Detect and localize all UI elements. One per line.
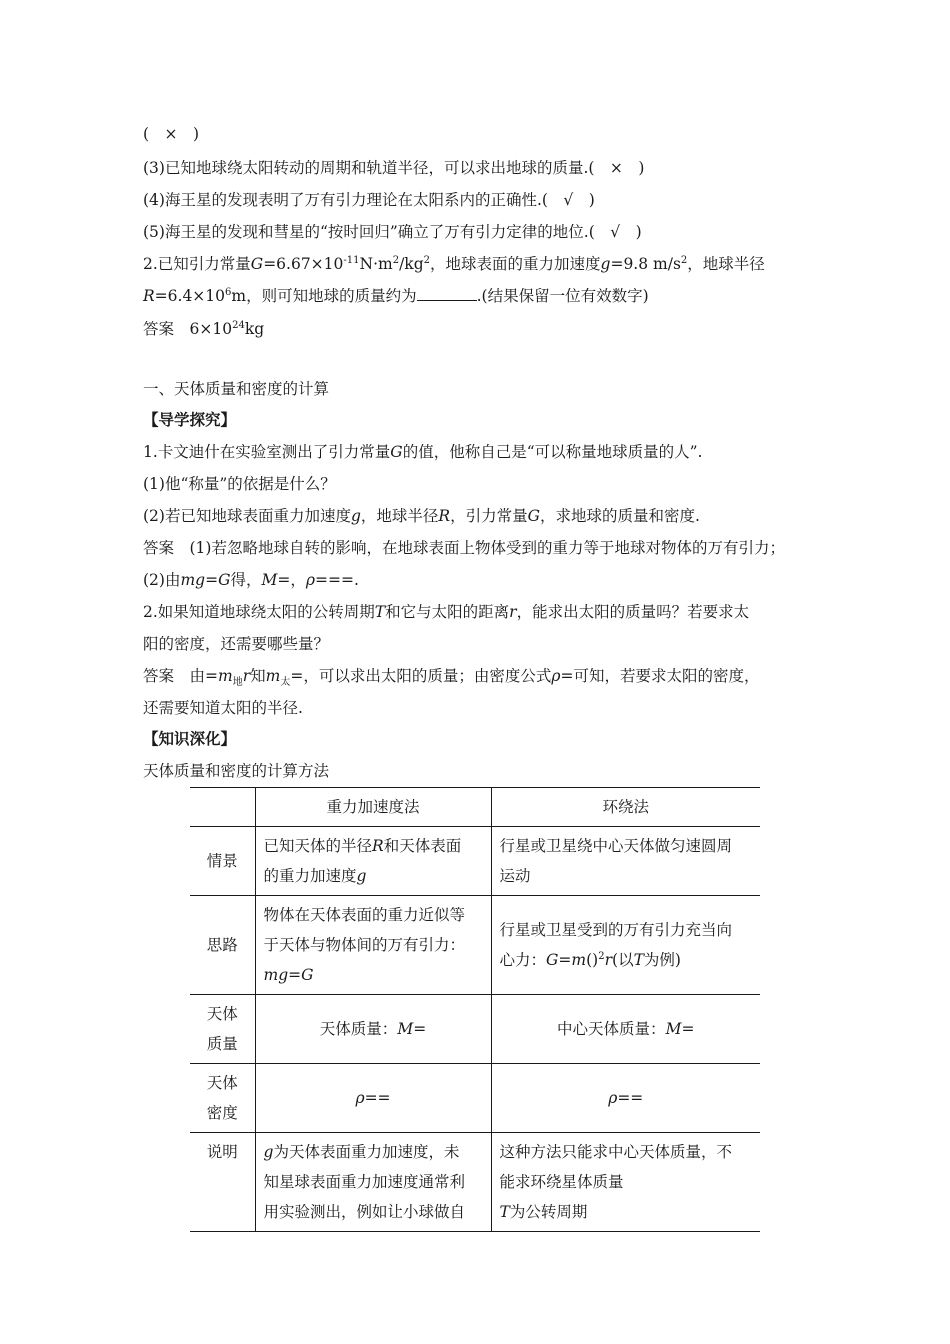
text: 为公转周期 (509, 1203, 588, 1221)
heading-guided-inquiry (143, 409, 236, 431)
var-rho: ρ (305, 571, 315, 589)
text: = (681, 1020, 695, 1038)
text: ，求地球的质量和密度. (540, 507, 700, 525)
text: 2.如果知道地球绕太阳的公转周期 (143, 603, 375, 621)
text: = (288, 966, 302, 984)
header-empty-cell (190, 788, 255, 827)
question-2-line-1 (143, 253, 765, 275)
text: (2)由 (143, 571, 181, 589)
text: 物体在天体表面的重力近似等 (263, 906, 466, 924)
table-header-row (190, 788, 760, 827)
var-G: G (390, 443, 403, 461)
text: 于天体与物体间的万有引力： (263, 936, 466, 954)
judgement-item-4 (143, 189, 595, 211)
subscript: 太 (280, 677, 291, 689)
table-cell (255, 995, 491, 1064)
question-2-line-2 (143, 285, 649, 307)
header-gravity-method: 重力加速度法 (255, 788, 491, 827)
inquiry-answer-2 (143, 665, 759, 687)
text: =6.4×10 (154, 287, 226, 305)
row-label (190, 1064, 255, 1133)
var-R: R (438, 507, 451, 525)
text: kg (244, 320, 265, 338)
text: 为例) (643, 951, 681, 969)
heading-knowledge-deepening (143, 728, 236, 750)
inquiry-q1 (143, 441, 702, 463)
table-cell (255, 1133, 491, 1232)
text: =，可以求出太阳的质量；由密度公式 (290, 667, 552, 685)
row-label (190, 995, 255, 1064)
text: =， (277, 571, 306, 589)
text: (1)他“称量”的依据是什么？ (143, 475, 336, 493)
table-cell (491, 1133, 760, 1232)
text: 行星或卫星绕中心天体做匀速圆周 (499, 837, 733, 855)
text: ，地球半径 (360, 507, 439, 525)
judgement-text-5: (5)海王星的发现和彗星的“按时回归”确立了万有引力定律的地位.( √ ) (143, 223, 642, 241)
text: 和天体表面 (383, 837, 462, 855)
text: (2)若已知地球表面重力加速度 (143, 507, 351, 525)
var-T: T (499, 1203, 510, 1221)
exponent: 6 (225, 286, 232, 298)
text: 心力： (499, 951, 547, 969)
method-table (190, 787, 760, 1232)
text: =6.67×10 (263, 255, 344, 273)
table-row-scenario (190, 827, 760, 896)
var-mg: mg (263, 966, 289, 984)
row-label: 情景 (190, 827, 255, 896)
var-M: M (261, 571, 278, 589)
var-R: R (372, 837, 384, 855)
table-cell (255, 827, 491, 896)
text: 用实验测出，例如让小球做自 (263, 1203, 466, 1221)
var-M: M (665, 1020, 682, 1038)
var-rho: ρ (608, 1089, 618, 1107)
table-cell (491, 1064, 760, 1133)
inquiry-answer-2-cont (143, 697, 303, 719)
var-g: g (356, 867, 367, 885)
answer-2 (143, 318, 264, 340)
var-g: g (600, 255, 611, 273)
var-r: r (509, 603, 517, 621)
text: 已知天体的半径 (263, 837, 373, 855)
text: =9.8 m/s (610, 255, 681, 273)
judgement-text-3: (3)已知地球绕太阳转动的周期和轨道半径，可以求出地球的质量.( × ) (143, 159, 645, 177)
text: 天体质量： (319, 1020, 398, 1038)
text: m，则可知地球的质量约为 (231, 287, 417, 305)
text: 答案 (1)若忽略地球自转的影响，在地球表面上物体受到的重力等于地球对物体的万有引力； (143, 539, 785, 557)
text: N·m (359, 255, 393, 273)
row-label: 思路 (190, 896, 255, 995)
table-cell (255, 896, 491, 995)
text: 得， (230, 571, 262, 589)
text: 答案 由= (143, 667, 218, 685)
var-r: r (242, 667, 251, 685)
answer-mark-line (143, 123, 199, 145)
text: 行星或卫星受到的万有引力充当向 (499, 921, 733, 939)
exponent: -11 (343, 254, 360, 266)
var-G: G (527, 507, 540, 525)
var-G: G (301, 966, 314, 984)
var-R: R (143, 287, 155, 305)
text: (以 (612, 951, 634, 969)
var-m: m (265, 667, 281, 685)
inquiry-q2-line-1 (143, 601, 749, 623)
subscript: 地 (232, 677, 243, 689)
text: = (558, 951, 572, 969)
text: ，地球半径 (687, 255, 765, 273)
text: 质量 (206, 1035, 238, 1053)
text: ，地球表面的重力加速度 (430, 255, 601, 273)
text: 为天体表面重力加速度，未 (273, 1143, 460, 1161)
exponent: 24 (232, 319, 245, 331)
text: ，能求出太阳的质量吗？若要求太 (516, 603, 750, 621)
text: 2.已知引力常量 (143, 255, 251, 273)
var-T: T (374, 603, 386, 621)
table-row-approach (190, 896, 760, 995)
text: 答案 6×10 (143, 320, 233, 338)
var-g: g (263, 1143, 274, 1161)
text: 知星球表面重力加速度通常利 (263, 1173, 466, 1191)
answer-mark: ( × ) (143, 125, 200, 143)
text: .(结果保留一位有效数字) (476, 287, 649, 305)
text: 的值，他称自己是“可以称量地球质量的人”. (402, 443, 703, 461)
text: 运动 (499, 867, 531, 885)
text: = (205, 571, 219, 589)
text: 还需要知道太阳的半径. (143, 699, 303, 717)
text: 能求环绕星体质量 (499, 1173, 624, 1191)
text: =可知，若要求太阳的密度， (560, 667, 760, 685)
judgement-text-4: (4)海王星的发现表明了万有引力理论在太阳系内的正确性.( √ ) (143, 191, 595, 209)
heading-text: 【知识深化】 (143, 729, 237, 748)
table-row-density (190, 1064, 760, 1133)
inquiry-q1-1 (143, 473, 336, 495)
var-M: M (397, 1020, 414, 1038)
var-G: G (250, 255, 264, 273)
inquiry-q1-2 (143, 505, 700, 527)
judgement-item-5 (143, 221, 642, 243)
text: 知 (250, 667, 266, 685)
text: 这种方法只能求中心天体质量，不 (499, 1143, 733, 1161)
var-g: g (350, 507, 361, 525)
text: 密度 (206, 1104, 238, 1122)
header-orbit-method: 环绕法 (491, 788, 760, 827)
section-heading: 一、天体质量和密度的计算 (143, 380, 330, 398)
table-row-mass (190, 995, 760, 1064)
text: 阳的密度，还需要哪些量？ (143, 635, 330, 653)
text: 和它与太阳的距离 (385, 603, 510, 621)
table-cell (491, 827, 760, 896)
text: 中心天体质量： (557, 1020, 666, 1038)
text: == (617, 1089, 644, 1107)
text: ===. (315, 571, 359, 589)
heading-text: 【导学探究】 (143, 410, 237, 429)
var-T: T (633, 951, 644, 969)
judgement-item-3 (143, 157, 644, 179)
inquiry-answer-1-2 (143, 569, 359, 591)
table-row-notes (190, 1133, 760, 1232)
exponent: 2 (680, 254, 688, 266)
table-cell (255, 1064, 491, 1133)
var-mg: mg (180, 571, 206, 589)
exponent: 2 (392, 254, 400, 266)
table-cell (491, 896, 760, 995)
answer-blank (417, 286, 477, 301)
text: ，引力常量 (450, 507, 528, 525)
var-m: m (218, 667, 233, 685)
exponent: 2 (598, 950, 605, 962)
var-G: G (218, 571, 231, 589)
caption-text: 天体质量和密度的计算方法 (143, 762, 330, 780)
text: 天体 (206, 1005, 238, 1023)
text: 天体 (206, 1074, 238, 1092)
inquiry-q2-line-2 (143, 633, 329, 655)
var-r: r (604, 951, 613, 969)
text: == (364, 1089, 391, 1107)
exponent: 2 (423, 254, 430, 266)
text: 的重力加速度 (263, 867, 357, 885)
section-title (143, 378, 329, 400)
var-G: G (546, 951, 559, 969)
text: () (586, 951, 599, 969)
var-rho: ρ (551, 667, 561, 685)
table-caption (143, 760, 329, 782)
text: = (413, 1020, 427, 1038)
table-cell (491, 995, 760, 1064)
row-label: 说明 (190, 1133, 255, 1232)
text: /kg (399, 255, 424, 273)
inquiry-answer-1 (143, 537, 785, 559)
var-rho: ρ (355, 1089, 365, 1107)
text: 1.卡文迪什在实验室测出了引力常量 (143, 443, 391, 461)
var-m: m (571, 951, 587, 969)
